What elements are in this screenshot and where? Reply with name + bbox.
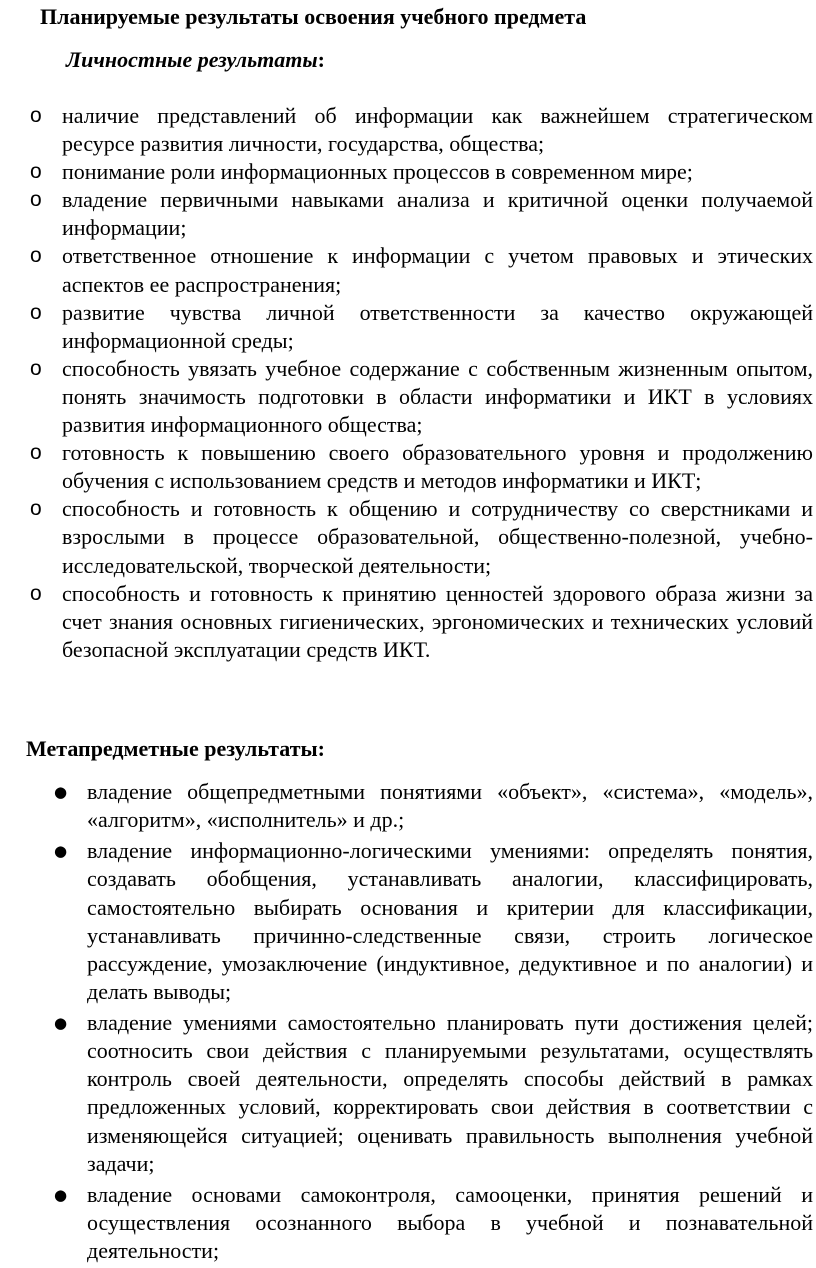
personal-result-text: развитие чувства личной ответственности за качество окружающей информационной среды; [62,299,813,353]
meta-results-list [0,778,813,1268]
personal-result-item [0,355,813,439]
circle-bullet-icon: o [30,300,42,324]
meta-result-text: владение общепредметными понятиями «объект», «система», «модель», «алгоритм», «исполнитель» и др.; [87,779,813,833]
personal-result-item [0,439,813,495]
personal-result-text: способность увязать учебное содержание с собственным жизненным опытом, понять значимость подготовки в области информатики и ИКТ в условиях развития информационного общества; [62,355,813,438]
circle-bullet-icon: o [30,497,42,521]
meta-result-item [0,837,813,1006]
bullet-dot-icon: ● [54,1185,68,1204]
meta-result-item [0,1009,813,1178]
personal-result-text: способность и готовность к принятию ценностей здорового образа жизни за счет знания основных гигиенических, эргономических и технических условий безопасной эксплуатации средств ИКТ. [62,580,813,662]
bullet-dot-icon: ● [54,842,68,861]
personal-result-text: понимание роли информационных процессов в современном мире; [62,159,693,185]
personal-result-item [0,580,813,664]
personal-results-heading-colon: : [317,47,325,72]
page-title: Планируемые результаты освоения учебного предмета [40,4,587,29]
meta-result-text: владение информационно-логическими умениями: определять понятия, создавать обобщения, устанавливать аналогии, классифицировать, самостоятельно выбирать основания и критерии для классификации, устанавливать причинно-следственные связи, строить логическое рассуждение, умозаключение (индуктивное, дедуктивное и по аналогии) и делать выводы; [87,838,813,1004]
personal-results-heading-text: Личностные результаты [66,47,318,72]
bullet-dot-icon: ● [54,1014,68,1033]
personal-result-item [0,158,813,186]
meta-results-heading: Метапредметные результаты: [26,736,325,761]
personal-result-text: ответственное отношение к информации с учетом правовых и этических аспектов ее распространения; [62,243,813,297]
circle-bullet-icon: o [30,441,42,465]
meta-result-text: владение умениями самостоятельно планировать пути достижения целей; соотносить свои действия с планируемыми результатами, осуществлять контроль своей деятельности, определять способы действий в рамках предложенных условий, корректировать свои действия в соответствии с изменяющейся ситуацией; оценивать правильность выполнения учебной задачи; [87,1010,813,1176]
personal-results-list [0,102,813,664]
circle-bullet-icon: o [30,244,42,268]
personal-result-text: готовность к повышению своего образовательного уровня и продолжению обучения с использованием средств и методов информатики и ИКТ; [62,440,813,494]
personal-results-heading [66,45,325,75]
personal-result-item [0,102,813,158]
personal-result-text: владение первичными навыками анализа и критичной оценки получаемой информации; [62,187,813,241]
meta-result-item [0,1181,813,1265]
circle-bullet-icon: o [30,581,42,605]
personal-result-text: способность и готовность к общению и сотрудничеству со сверстниками и взрослыми в процессе образовательной, общественно-полезной, учебно-исследовательской, творческой деятельности; [62,496,813,578]
bullet-dot-icon: ● [54,783,68,801]
personal-result-item [0,495,813,579]
meta-result-item [0,778,813,834]
circle-bullet-icon: o [30,104,42,127]
meta-result-text: владение основами самоконтроля, самооценки, принятия решений и осуществления осознанного выбора в учебной и познавательной деятельности; [87,1181,813,1264]
personal-result-text: наличие представлений об информации как важнейшем стратегическом ресурсе развития личности, государства, общества; [62,103,813,157]
circle-bullet-icon: o [30,356,42,380]
personal-result-item [0,299,813,355]
personal-result-item [0,186,813,242]
circle-bullet-icon: o [30,188,42,212]
circle-bullet-icon: o [30,160,42,184]
personal-result-item [0,242,813,298]
